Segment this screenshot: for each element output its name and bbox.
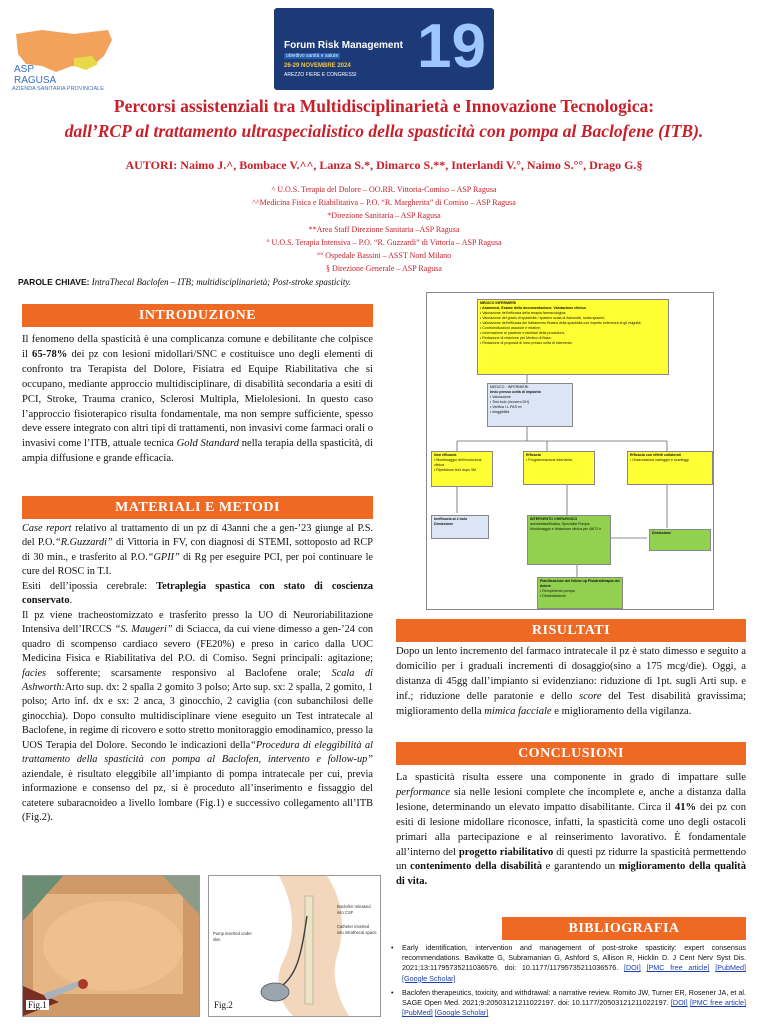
svg-text:RAGUSA: RAGUSA	[14, 75, 57, 86]
fig1-label: Fig.1	[28, 1000, 47, 1010]
pubmed-link[interactable]: [PubMed]	[715, 963, 746, 973]
risultati-text: Dopo un lento incremento del farmaco intratecale il pz è stato dimesso e seguito a domicilio per i graduali incrementi di dosaggio(sino a 175 mcg/die). Oggi, a distanza di 45gg dall’impianto si evidenziano: riduzione di 1pt. sugli Arti sup. e inf.; riduzione delle paratonie e dello score del Test disabilità gravissima; miglioramento della mimica facciale e miglioramento della vigilanza.	[396, 646, 746, 717]
authors	[0, 158, 768, 173]
eligibility-flowchart	[426, 292, 714, 610]
flow-box-intervento: INTERVENTO CHIRURGICO anestesista/fisiatra, Specialist Pompa Monitoraggio e titolazione clinica per 48/72 h	[527, 515, 611, 565]
forum-risk-management-logo: Forum Risk Management obiettivo sanità e salute 26-29 NOVEMBRE 2024 AREZZO FIERE E CONGRESSI 19	[274, 8, 494, 90]
keywords-label: PAROLE CHIAVE:	[18, 277, 90, 287]
bibliography-entry-1: • Early identification, intervention and management of post-stroke spasticity: expert consensus recommendations. Bavikatte G, Subramanian G, Ashford S, Allison R, Hicklin D. J Cent Nerv Syst Dis. 2021;13:11795735211036576. doi: 10.1177/11795735211036576. [DOI] [PMC free article] [PubMed] [Google Scholar]	[398, 943, 746, 984]
authors-label: AUTORI:	[125, 158, 178, 172]
fig2-label: Fig.2	[214, 1000, 233, 1010]
bibliography-list	[390, 943, 746, 1022]
flow-box-non-efficacia: Non efficacia • Monitoraggio dell’evoluzione clinica • Ripetizione test dopo 3M	[431, 451, 493, 487]
authors-names: Naimo J.^, Bombace V.^^, Lanza S.*, Dimarco S.**, Interlandi V.°, Naimo S.°°, Drago G.§	[180, 158, 643, 172]
edition-number: 19	[417, 12, 486, 81]
fig2-pump-diagram: Pump inserted under skin Baclofen released into CSF Catheter inserted into intrathecal space Fig.2	[208, 875, 381, 1017]
section-introduzione: INTRODUZIONE	[22, 304, 373, 327]
affiliation-6: °° Ospedale Bassini – ASST Nord Milano	[316, 251, 452, 261]
affiliation-1: ^ U.O.S. Terapia del Dolore – OO.RR. Vittoria-Comiso – ASP Ragusa	[271, 185, 497, 194]
flow-box-follow-up: Pianificazione dei follow up Fisiatra/terapia del dolore • Rempimento pompa • Dintamitazione	[537, 577, 623, 609]
doi-link[interactable]: [DOI]	[623, 963, 641, 973]
flow-box-efficacia-collaterali: Efficacia con effetti collaterali • Osservazione carteggio e scarteggi	[627, 451, 713, 485]
google-scholar-link[interactable]: [Google Scholar]	[402, 973, 456, 983]
section-conclusioni: CONCLUSIONI	[396, 742, 746, 765]
poster-title-line1: Percorsi assistenziali tra Multidisciplinarietà e Innovazione Tecnologica:	[113, 96, 655, 116]
affiliation-7: § Direzione Generale – ASP Ragusa	[326, 264, 442, 274]
keywords	[18, 277, 438, 287]
doi-link[interactable]: [DOI]	[670, 998, 688, 1008]
flow-box-inefficacia: Inefficacia al 2 bolo Dimissione	[431, 515, 489, 539]
fig1-surgery-photo	[22, 875, 200, 1017]
section-materiali-e-metodi: MATERIALI E METODI	[22, 496, 373, 519]
flow-box-assessment: MEDICO INFERMIERI • Anamnesi, Esame della documentazione, Valutazione clinica; • Valutazione dell’efficacia della terapia farmacologica; • Valutazione del grado di spasticità / spasmo scala di Ashworth, scala spasmi; • Valutazione dell’efficacia del trattamento fisiatra della spasticità con rispetto tolleranza ai gli esiguità; • Controindicazioni assolute e relative; • Informazione al paziente e familiari della procedura; • Redazione di relazione per Medico di Base; • Redazione di proposta di invio presso unità di intervento.	[477, 299, 669, 375]
section-bibliografia: BIBLIOGRAFIA	[502, 917, 746, 940]
flow-box-implant-unit: MEDICO - INFERMIERI Invio presso unità di impianto • Valutazione • Test bolo (ricovero DH) • Verifica I.L.PAS ex • eleggibilità	[487, 383, 573, 427]
pmc-link[interactable]: [PMC free article]	[646, 963, 710, 973]
pmc-link[interactable]: [PMC free article]	[689, 998, 746, 1008]
flow-box-efficacia: Efficacia • Programmazione intervento	[523, 451, 595, 485]
affiliation-4: **Area Staff Direzione Sanitaria –ASP Ragusa	[308, 224, 460, 234]
flow-box-dimissione: Dimissione	[649, 529, 711, 551]
svg-text:ASP: ASP	[14, 64, 35, 75]
intro-text: Il fenomeno della spasticità è una complicanza comune e debilitante che colpisce il 65-78% dei pz con lesioni midollari/SNC e costituisce uno degli elementi di confronto tra Terapista del Dolore, Fisiatra ed Equipe Riabilitativa che si occupano, mediante approccio multidisciplinare, di disabilità secondaria a esiti di PCI, Stroke, Trauma cranico, Sclerosi Multipla, Mielolesioni. In questo caso l’approccio fisioterapico risulta fondamentale, ma non sempre sufficiente, spesso deve essere integrato con altri tipi di trattamenti, non invasivi come farmaci orali o invasivi come l’ITB, attuale tecnica Gold Standard nella terapia della spasticità, di ampia diffusione e grande efficacia.	[22, 334, 374, 465]
affiliation-2: ^^Medicina Fisica e Riabilitativa – P.O. “R. Margherita” di Comiso – ASP Ragusa	[252, 198, 516, 208]
affiliation-3: *Direzione Sanitaria – ASP Ragusa	[327, 211, 441, 221]
conclusioni-text: La spasticità risulta essere una componente in grado di impattare sulle performance sia nelle lesioni complete che incomplete e, anche a distanza dalla lesione, determinando un elevato impatto disabilitante. Circa il 41% dei pz con esiti di lesione midollare riconosce, infatti, la spasticità come uno degli ostacoli primari alla partecipazione e al reinserimento lavorativo. È fondamentale all’interno del progetto riabilitativo di questi pz ridurre la spasticità permettendo un contenimento della disabilità e garantendo un miglioramento della qualità di vita.	[396, 772, 747, 888]
bibliography-entry-2: • Baclofen therapeutics, toxicity, and withdrawal: a narrative review. Romito JW, Turner ER, Rosener JA, et al. SAGE Open Med. 2021;9:20503121211022197. doi: 10.1177/20503121211022197. [DOI] [PMC free article] [PubMed] [Google Scholar]	[398, 988, 746, 1019]
keywords-text: IntraThecal Baclofen – ITB; multidisciplinarietà; Post-stroke spasticity.	[91, 277, 352, 287]
asp-ragusa-logo	[12, 26, 128, 92]
affiliations	[0, 183, 768, 275]
affiliation-5: ° U.O.S. Terapia Intensiva – P.O. “R. Guzzardi” di Vittoria – ASP Ragusa	[266, 237, 502, 247]
pubmed-link[interactable]: [PubMed]	[402, 1008, 433, 1018]
poster-title-line2: dall’RCP al trattamento ultraspecialistico della spasticità con pompa al Baclofene (ITB).	[64, 121, 704, 141]
section-risultati: RISULTATI	[396, 619, 746, 642]
materiali-text: Case report relativo al trattamento di un pz di 43anni che a gen-’23 giunge al P.S. del P.O.“R.Guzzardi” di Vittoria in FV, con diagnosi di STEMI, sottoposto ad RCP di 30 min., e trasferito al P.O.“GPII” di Rg per eseguire PCI, per poi continuare le cure del ROSC in T.I. Esiti dell’ipossia cerebrale: Tetraplegia spastica con stato di coscienza conservato. Il pz viene tracheostomizzato e trasferito presso la UO di Neuroriabilitazione Intensiva dell’IRCCS “S. Maugeri” di Sciacca, da cui viene dimesso a gen-’24 con quadro di scompenso cardiaco severo (FE20%) e preso in carico dalla UOC Medicina Fisica e Riabilitativa del P.O. di Comiso. Segni principali: agitazione; facies sofferente; scarsamente responsivo al Baclofene orale; Scala di Ashworth:Arto sup. dx: 2 spalla 2 gomito 3 polso; Arto sup. sx: 2 spalla, 2 gomito, 1 polso; Arto inf. dx e sx: 2 anca, 3 ginocchio, 2 caviglia (con subanchilosi delle ginocchia). Dopo consulto multidisciplinare viene eseguito un Test intratecale al Baclofene, in regime di ricovero e sotto stretto monitoraggio emodinamico, presso la UOS Terapia del Dolore. Secondo le indicazioni della“Procedura di eleggibilità al trattamento della spasticità con pompa al Baclofen, intervento e follow-up” aziendale, è risultato eleggibile all’impianto di pompa intratecale per cui, previa informazione e consenso del pz, si è proceduto all’inserimento e fissaggio del catetere subaracnoideo a livello lombare (Fig.1) e successivo collegamento all’ITB (Fig.2).	[22, 523, 373, 824]
google-scholar-link[interactable]: [Google Scholar]	[434, 1008, 489, 1018]
asp-logo-subtitle: AZIENDA SANITARIA PROVINCIALE	[12, 86, 104, 92]
